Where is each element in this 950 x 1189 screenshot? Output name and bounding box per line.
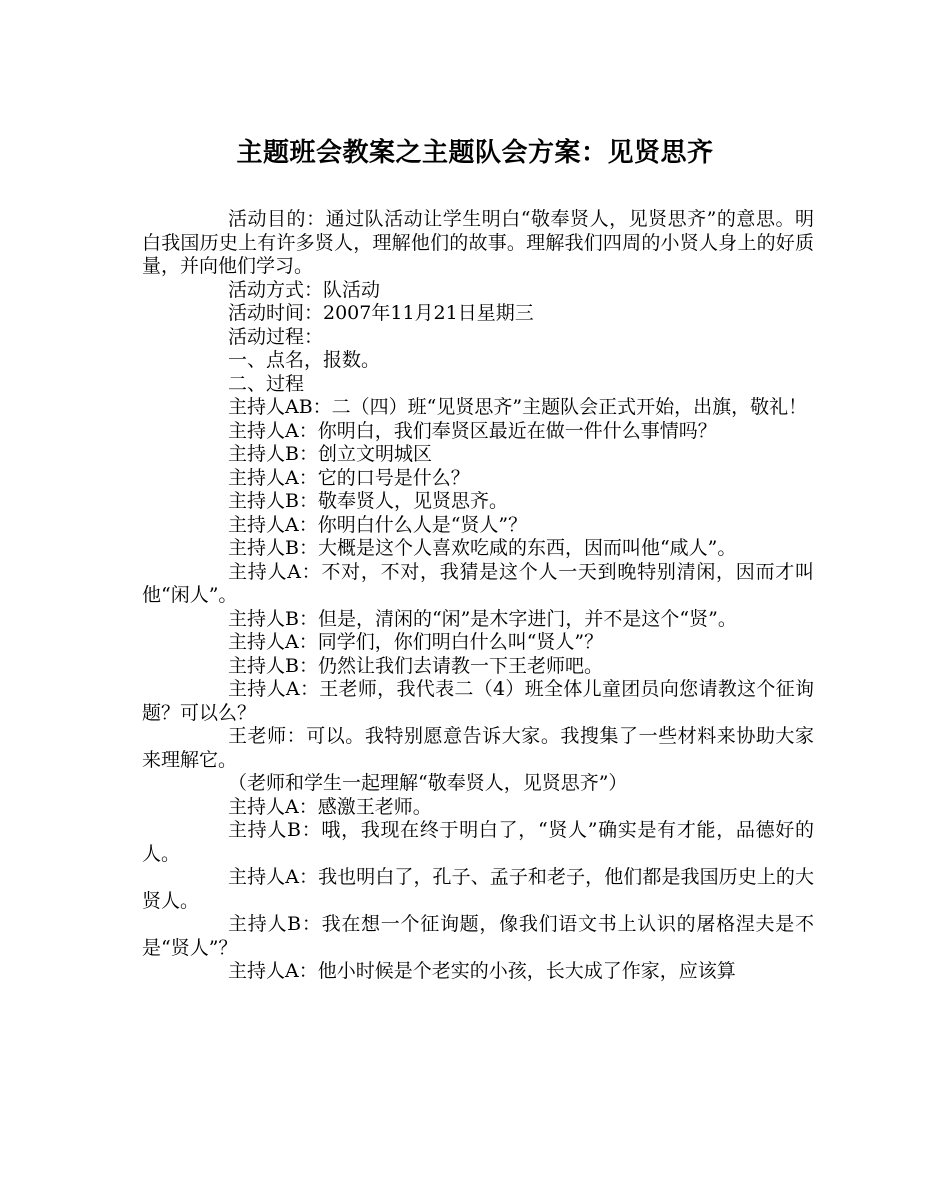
paragraph: 活动时间：2007年11月21日星期三 [228, 302, 534, 324]
document-title: 主题班会教案之主题队会方案：见贤思齐 [236, 138, 714, 168]
paragraph: 活动过程： [228, 325, 324, 348]
document-body [142, 208, 814, 984]
paragraph: 主持人A：它的口号是什么？ [228, 466, 470, 489]
paragraph: （老师和学生一起理解“敬奉贤人，见贤思齐”） [228, 772, 628, 794]
paragraph: 活动目的：通过队活动让学生明白“敬奉贤人，见贤思齐”的意思。明白我国历史上有许多贤人，理解他们的故事。理解我们四周的小贤人身上的好质量，并向他们学习。 [142, 208, 814, 277]
paragraph: 主持人A：感激王老师。 [228, 795, 432, 818]
paragraph: 二、过程 [228, 372, 305, 395]
paragraph: 主持人A：你明白，我们奉贤区最近在做一件什么事情吗？ [228, 419, 717, 442]
paragraph: 主持人A：你明白什么人是“贤人”？ [228, 513, 528, 536]
paragraph: 活动方式：队活动 [228, 278, 381, 301]
paragraph: 主持人B：创立文明城区 [228, 443, 432, 465]
paragraph: 主持人B：哦，我现在终于明白了，“贤人”确实是有才能，品德好的人。 [142, 819, 814, 865]
paragraph: 主持人B：我在想一个征询题，像我们语文书上认识的屠格涅夫是不是“贤人”？ [142, 913, 814, 959]
paragraph: 主持人A：他小时候是个老实的小孩，长大成了作家，应该算 [228, 960, 736, 982]
paragraph: 主持人B：大概是这个人喜欢吃咸的东西，因而叫他“咸人”。 [228, 537, 737, 559]
paragraph: 主持人B：仍然让我们去请教一下王老师吧。 [228, 654, 603, 677]
paragraph: 主持人AB：二（四）班“见贤思齐”主题队会正式开始，出旗，敬礼！ [228, 396, 808, 418]
paragraph: 主持人A：我也明白了，孔子、孟子和老子，他们都是我国历史上的大贤人。 [142, 866, 814, 912]
paragraph: 一、点名，报数。 [228, 349, 381, 371]
paragraph: 主持人B：敬奉贤人，见贤思齐。 [228, 490, 508, 512]
paragraph: 主持人B：但是，清闲的“闲”是木字进门，并不是这个“贤”。 [228, 607, 737, 630]
paragraph: 王老师：可以。我特别愿意告诉大家。我搜集了一些材料来协助大家来理解它。 [142, 725, 814, 771]
paragraph: 主持人A：不对，不对，我猜是这个人一天到晚特别清闲，因而才叫他“闲人”。 [142, 560, 814, 606]
paragraph: 主持人A：同学们，你们明白什么叫“贤人”？ [228, 631, 604, 653]
paragraph: 主持人A：王老师，我代表二（4）班全体儿童团员向您请教这个征询题？可以么？ [142, 678, 814, 724]
